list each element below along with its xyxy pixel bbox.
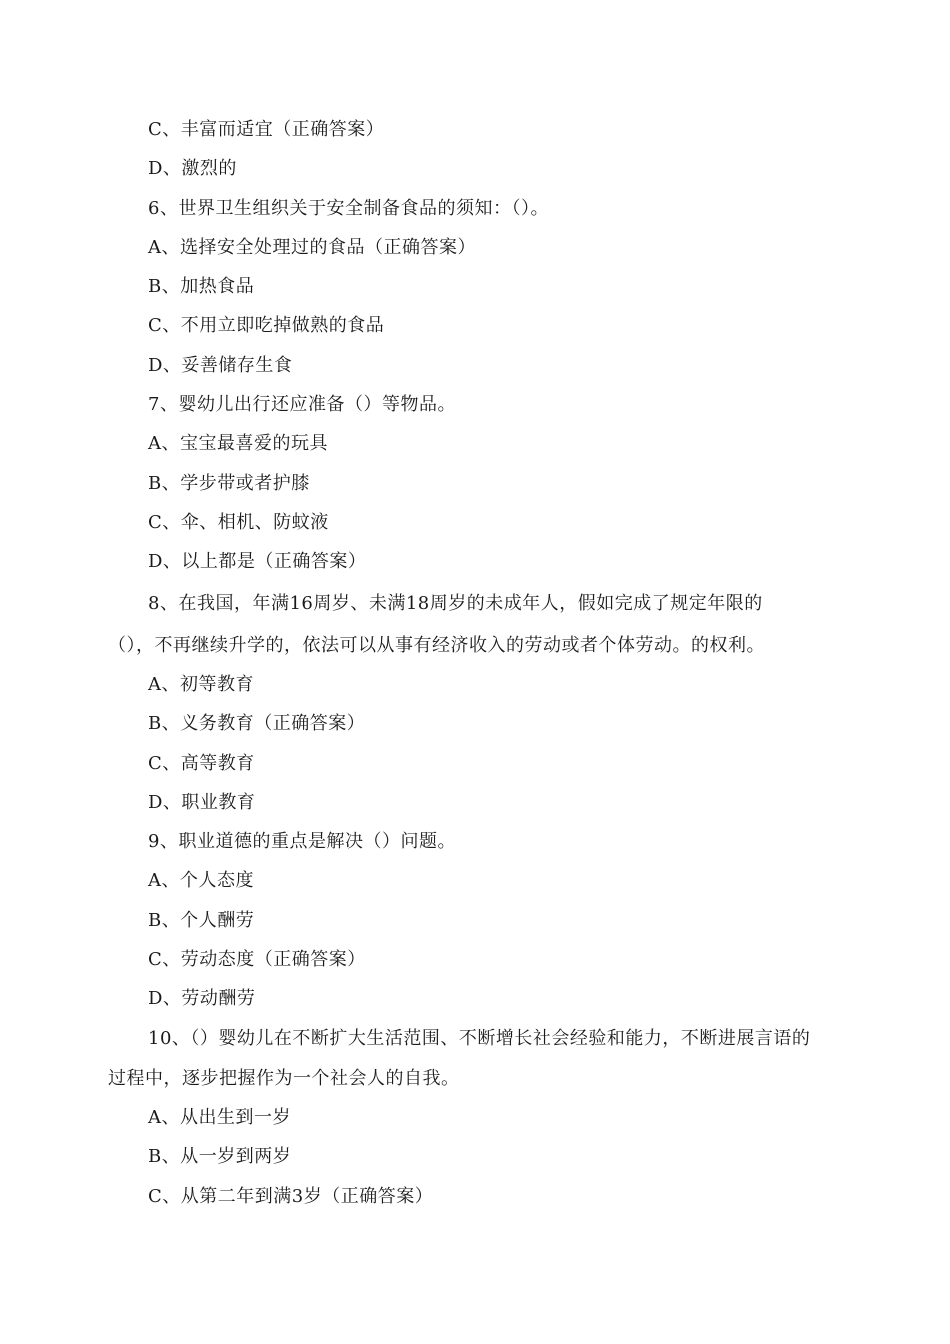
option-8a: A、初等教育 <box>148 674 254 695</box>
option-8d: D、职业教育 <box>148 792 256 813</box>
option-8c: C、高等教育 <box>148 753 255 774</box>
option-5c: C、丰富而适宜（正确答案） <box>148 119 385 140</box>
question-8-continued: （），不再继续升学的，依法可以从事有经济收入的劳动或者个体劳动。的权利。 <box>108 635 765 656</box>
option-6d: D、妥善储存生食 <box>148 355 293 376</box>
option-10a: A、从出生到一岁 <box>148 1107 291 1128</box>
question-6: 6、世界卫生组织关于安全制备食品的须知：（）。 <box>148 198 549 219</box>
option-6a: A、选择安全处理过的食品（正确答案） <box>148 237 476 258</box>
option-7c: C、伞、相机、防蚊液 <box>148 512 329 533</box>
option-8b: B、义务教育（正确答案） <box>148 713 366 734</box>
option-7b: B、学步带或者护膝 <box>148 473 310 494</box>
option-9c: C、劳动态度（正确答案） <box>148 949 366 970</box>
option-7a: A、宝宝最喜爱的玩具 <box>148 433 328 454</box>
question-10-continued: 过程中，逐步把握作为一个社会人的自我。 <box>108 1068 460 1089</box>
option-6b: B、加热食品 <box>148 276 255 297</box>
option-9d: D、劳动酬劳 <box>148 988 256 1009</box>
option-10c: C、从第二年到满3岁（正确答案） <box>148 1186 434 1207</box>
question-8: 8、在我国，年满16周岁、未满18周岁的未成年人，假如完成了规定年限的 <box>148 593 763 614</box>
question-7: 7、婴幼儿出行还应准备（）等物品。 <box>148 394 456 415</box>
option-5d: D、激烈的 <box>148 158 237 179</box>
question-10: 10、（）婴幼儿在不断扩大生活范围、不断增长社会经验和能力，不断进展言语的 <box>148 1028 811 1049</box>
option-10b: B、从一岁到两岁 <box>148 1146 292 1167</box>
option-7d: D、以上都是（正确答案） <box>148 551 367 572</box>
option-6c: C、不用立即吃掉做熟的食品 <box>148 315 385 336</box>
option-9a: A、个人态度 <box>148 870 254 891</box>
question-9: 9、职业道德的重点是解决（）问题。 <box>148 831 456 852</box>
option-9b: B、个人酬劳 <box>148 910 255 931</box>
